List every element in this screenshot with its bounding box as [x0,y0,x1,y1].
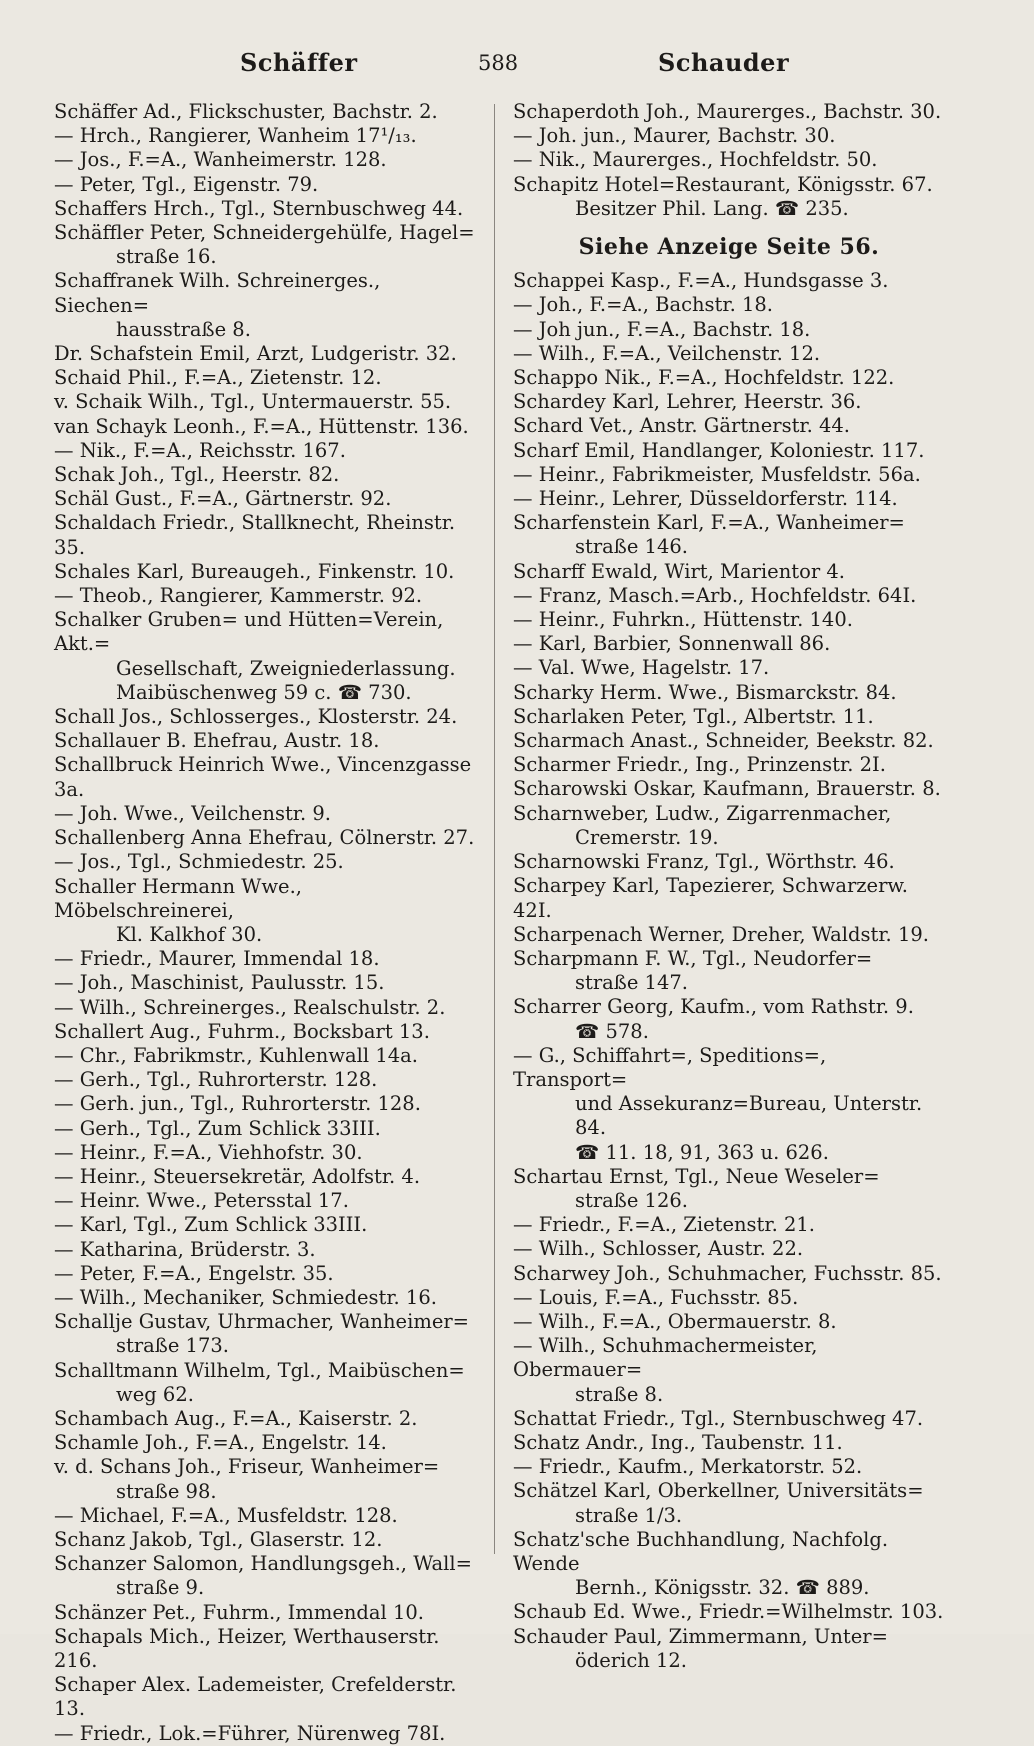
entry-continuation: öderich 12. [575,1648,688,1672]
entry-continuation: straße 126. [575,1188,688,1212]
entry: Schattat Friedr., Tgl., Sternbuschweg 47. [513,1406,924,1430]
entry: Schak Joh., Tgl., Heerstr. 82. [54,463,340,487]
entry-continuation: ☎ 578. [575,1019,649,1043]
entry: — Nik., Maurerges., Hochfeldstr. 50. [513,148,878,172]
entry: — Friedr., Lok.=Führer, Nürenweg 78I. [54,1721,446,1745]
entry: Schauder Paul, Zimmermann, Unter= [513,1624,888,1648]
entry: Schallbruck Heinrich Wwe., Vincenzgasse 3a. [54,753,472,801]
page-number: 588 [478,51,519,75]
entry-continuation: Besitzer Phil. Lang. ☎ 235. [575,196,849,220]
entry: Schaller Hermann Wwe., Möbelschreinerei, [54,874,302,922]
entry: v. d. Schans Joh., Friseur, Wanheimer= [54,1455,440,1479]
column-divider [494,104,495,1554]
entry: Schalker Gruben= und Hütten=Verein, Akt.= [54,608,444,656]
entry: Schard Vet., Anstr. Gärtnerstr. 44. [513,414,851,438]
entry: Schallenberg Anna Ehefrau, Cölnerstr. 27. [54,826,475,850]
entry: Schaffranek Wilh. Schreinerges., Siechen= [54,269,381,317]
entry: — Hrch., Rangierer, Wanheim 17¹/₁₃. [54,124,417,148]
entry: — Wilh., F.=A., Obermauerstr. 8. [513,1309,837,1333]
entry: Schäffer Ad., Flickschuster, Bachstr. 2. [54,100,438,123]
entry: — Wilh., Schlosser, Austr. 22. [513,1237,804,1261]
entry: — Heinr., Fabrikmeister, Musfeldstr. 56a. [513,462,921,486]
entry: — Jos., Tgl., Schmiedestr. 25. [54,850,344,874]
entry: Schall Jos., Schlosserges., Klosterstr. 24. [54,705,458,729]
entry: Scharlaken Peter, Tgl., Albertstr. 11. [513,704,874,728]
entry: Schardey Karl, Lehrer, Heerstr. 36. [513,390,862,414]
header-left-keyword: Schäffer [240,48,358,77]
entry: Schallert Aug., Fuhrm., Bocksbart 13. [54,1019,430,1043]
entry-continuation: straße 8. [575,1382,664,1406]
entry-continuation: straße 98. [116,1479,217,1503]
entry: Schappei Kasp., F.=A., Hundsgasse 3. [513,269,889,293]
right-column [513,100,945,1673]
entry: Schapals Mich., Heizer, Werthauserstr. 216. [54,1624,440,1672]
left-column [54,100,477,1746]
entry: — Jos., F.=A., Wanheimerstr. 128. [54,148,387,172]
entry: Schallauer B. Ehefrau, Austr. 18. [54,729,380,753]
entry: — Friedr., Kaufm., Merkatorstr. 52. [513,1455,863,1479]
entry-continuation: und Assekuranz=Bureau, Unterstr. 84. [575,1092,923,1140]
entry: Schätzel Karl, Oberkellner, Universitäts= [513,1479,924,1503]
entry: — Heinr., Fuhrkn., Hüttenstr. 140. [513,608,853,632]
page-header [0,48,1034,88]
entry: Scharnweber, Ludw., Zigarrenmacher, [513,801,892,825]
entry: Schaperdoth Joh., Maurerges., Bachstr. 30. [513,100,942,123]
entry-continuation: straße 16. [116,245,217,269]
entry: Scharpey Karl, Tapezierer, Schwarzerw. 42I. [513,874,908,922]
entry-continuation: Maibüschenweg 59 c. ☎ 730. [116,680,412,704]
entry: — Joh. jun., Maurer, Bachstr. 30. [513,124,836,148]
entry: — Joh jun., F.=A., Bachstr. 18. [513,317,811,341]
entry-continuation: straße 9. [116,1576,205,1600]
entry: — Theob., Rangierer, Kammerstr. 92. [54,584,423,608]
entry: — Karl, Tgl., Zum Schlick 33III. [54,1213,368,1237]
entry: Schanzer Salomon, Handlungsgeh., Wall= [54,1552,472,1576]
entry: — Joh. Wwe., Veilchenstr. 9. [54,801,331,825]
entry: — Katharina, Brüderstr. 3. [54,1237,316,1261]
entry: — Wilh., Schreinerges., Realschulstr. 2. [54,995,446,1019]
entry: — Michael, F.=A., Musfeldstr. 128. [54,1503,398,1527]
entry: — Heinr., F.=A., Viehhofstr. 30. [54,1140,363,1164]
entry-continuation: Kl. Kalkhof 30. [116,922,263,946]
entry-continuation: Cremerstr. 19. [575,825,719,849]
entry: Schappo Nik., F.=A., Hochfeldstr. 122. [513,366,895,390]
entry: — Val. Wwe, Hagelstr. 17. [513,656,770,680]
entry: Dr. Schafstein Emil, Arzt, Ludgeristr. 32. [54,342,457,366]
entry-continuation: Gesellschaft, Zweigniederlassung. [116,656,456,680]
entry: Schales Karl, Bureaugeh., Finkenstr. 10. [54,559,455,583]
entry: — Wilh., F.=A., Veilchenstr. 12. [513,341,821,365]
entry-continuation: weg 62. [116,1382,194,1406]
entry: — Joh., F.=A., Bachstr. 18. [513,293,773,317]
entry: Scharmach Anast., Schneider, Beekstr. 82. [513,729,934,753]
entry: Schalltmann Wilhelm, Tgl., Maibüschen= [54,1358,465,1382]
entry: — Gerh., Tgl., Ruhrorterstr. 128. [54,1068,378,1092]
entry: — Louis, F.=A., Fuchsstr. 85. [513,1285,799,1309]
entry: Schänzer Pet., Fuhrm., Immendal 10. [54,1600,424,1624]
entry: Schaid Phil., F.=A., Zietenstr. 12. [54,366,382,390]
entry: — Heinr., Steuersekretär, Adolfstr. 4. [54,1164,421,1188]
entry: Scharfenstein Karl, F.=A., Wanheimer= [513,511,905,535]
entry: Scharwey Joh., Schuhmacher, Fuchsstr. 85. [513,1261,942,1285]
entry: — Heinr., Lehrer, Düsseldorferstr. 114. [513,487,898,511]
entry: — Gerh. jun., Tgl., Ruhrorterstr. 128. [54,1092,421,1116]
entry: — Chr., Fabrikmstr., Kuhlenwall 14a. [54,1043,418,1067]
entry: — Peter, Tgl., Eigenstr. 79. [54,172,319,196]
entry: — Peter, F.=A., Engelstr. 35. [54,1261,334,1285]
entry: Schatz'sche Buchhandlung, Nachfolg. Wende [513,1527,889,1575]
entry: Schartau Ernst, Tgl., Neue Weseler= [513,1164,880,1188]
entry: Scharowski Oskar, Kaufmann, Brauerstr. 8. [513,777,941,801]
entry: — Nik., F.=A., Reichsstr. 167. [54,438,346,462]
entry: Scharky Herm. Wwe., Bismarckstr. 84. [513,680,897,704]
entry: Schäl Gust., F.=A., Gärtnerstr. 92. [54,487,392,511]
entry: Scharmer Friedr., Ing., Prinzenstr. 2I. [513,753,886,777]
entry: — G., Schiffahrt=, Speditions=, Transport= [513,1043,827,1091]
entry: Schaffers Hrch., Tgl., Sternbuschweg 44. [54,196,464,220]
entry: — Franz, Masch.=Arb., Hochfeldstr. 64I. [513,583,917,607]
entry: Scharff Ewald, Wirt, Marientor 4. [513,559,845,583]
entry: Schallje Gustav, Uhrmacher, Wanheimer= [54,1310,470,1334]
entry: Schamle Joh., F.=A., Engelstr. 14. [54,1431,387,1455]
entry: Schanz Jakob, Tgl., Glaserstr. 12. [54,1527,383,1551]
entry: Scharf Emil, Handlanger, Koloniestr. 117. [513,438,925,462]
entry: Schatz Andr., Ing., Taubenstr. 11. [513,1430,843,1454]
entry: — Karl, Barbier, Sonnenwall 86. [513,632,831,656]
entry-continuation: ☎ 11. 18, 91, 363 u. 626. [575,1140,829,1164]
entry: Schaub Ed. Wwe., Friedr.=Wilhelmstr. 103. [513,1600,944,1624]
entry: — Friedr., Maurer, Immendal 18. [54,947,380,971]
entry-continuation: straße 146. [575,535,688,559]
entry-continuation: Bernh., Königsstr. 32. ☎ 889. [575,1576,870,1600]
entry: — Wilh., Schuhmachermeister, Obermauer= [513,1334,818,1382]
entry: v. Schaik Wilh., Tgl., Untermauerstr. 55. [54,390,452,414]
entry: van Schayk Leonh., F.=A., Hüttenstr. 136. [54,414,469,438]
advertisement-notice: Siehe Anzeige Seite 56. [578,234,880,261]
entry: Scharpmann F. W., Tgl., Neudorfer= [513,946,873,970]
entry: — Friedr., F.=A., Zietenstr. 21. [513,1213,815,1237]
entry: Scharrer Georg, Kaufm., vom Rathstr. 9. [513,995,914,1019]
entry-continuation: straße 1/3. [575,1503,683,1527]
header-right-keyword: Schauder [658,48,790,77]
entry: Schaper Alex. Lademeister, Crefelderstr. 13. [54,1673,457,1721]
entry: — Gerh., Tgl., Zum Schlick 33III. [54,1116,381,1140]
entry: Scharnowski Franz, Tgl., Wörthstr. 46. [513,850,895,874]
entry: Schapitz Hotel=Restaurant, Königsstr. 67. [513,172,933,196]
entry: — Joh., Maschinist, Paulusstr. 15. [54,971,385,995]
entry: Schaldach Friedr., Stallknecht, Rheinstr. 35. [54,511,456,559]
entry: Schäffler Peter, Schneidergehülfe, Hagel= [54,221,475,245]
entry: Scharpenach Werner, Dreher, Waldstr. 19. [513,922,929,946]
entry: — Heinr. Wwe., Petersstal 17. [54,1189,349,1213]
entry: — Wilh., Mechaniker, Schmiedestr. 16. [54,1285,437,1309]
entry-continuation: hausstraße 8. [116,317,251,341]
entry: Schambach Aug., F.=A., Kaiserstr. 2. [54,1406,418,1430]
entry-continuation: straße 173. [116,1334,229,1358]
entry-continuation: straße 147. [575,971,688,995]
